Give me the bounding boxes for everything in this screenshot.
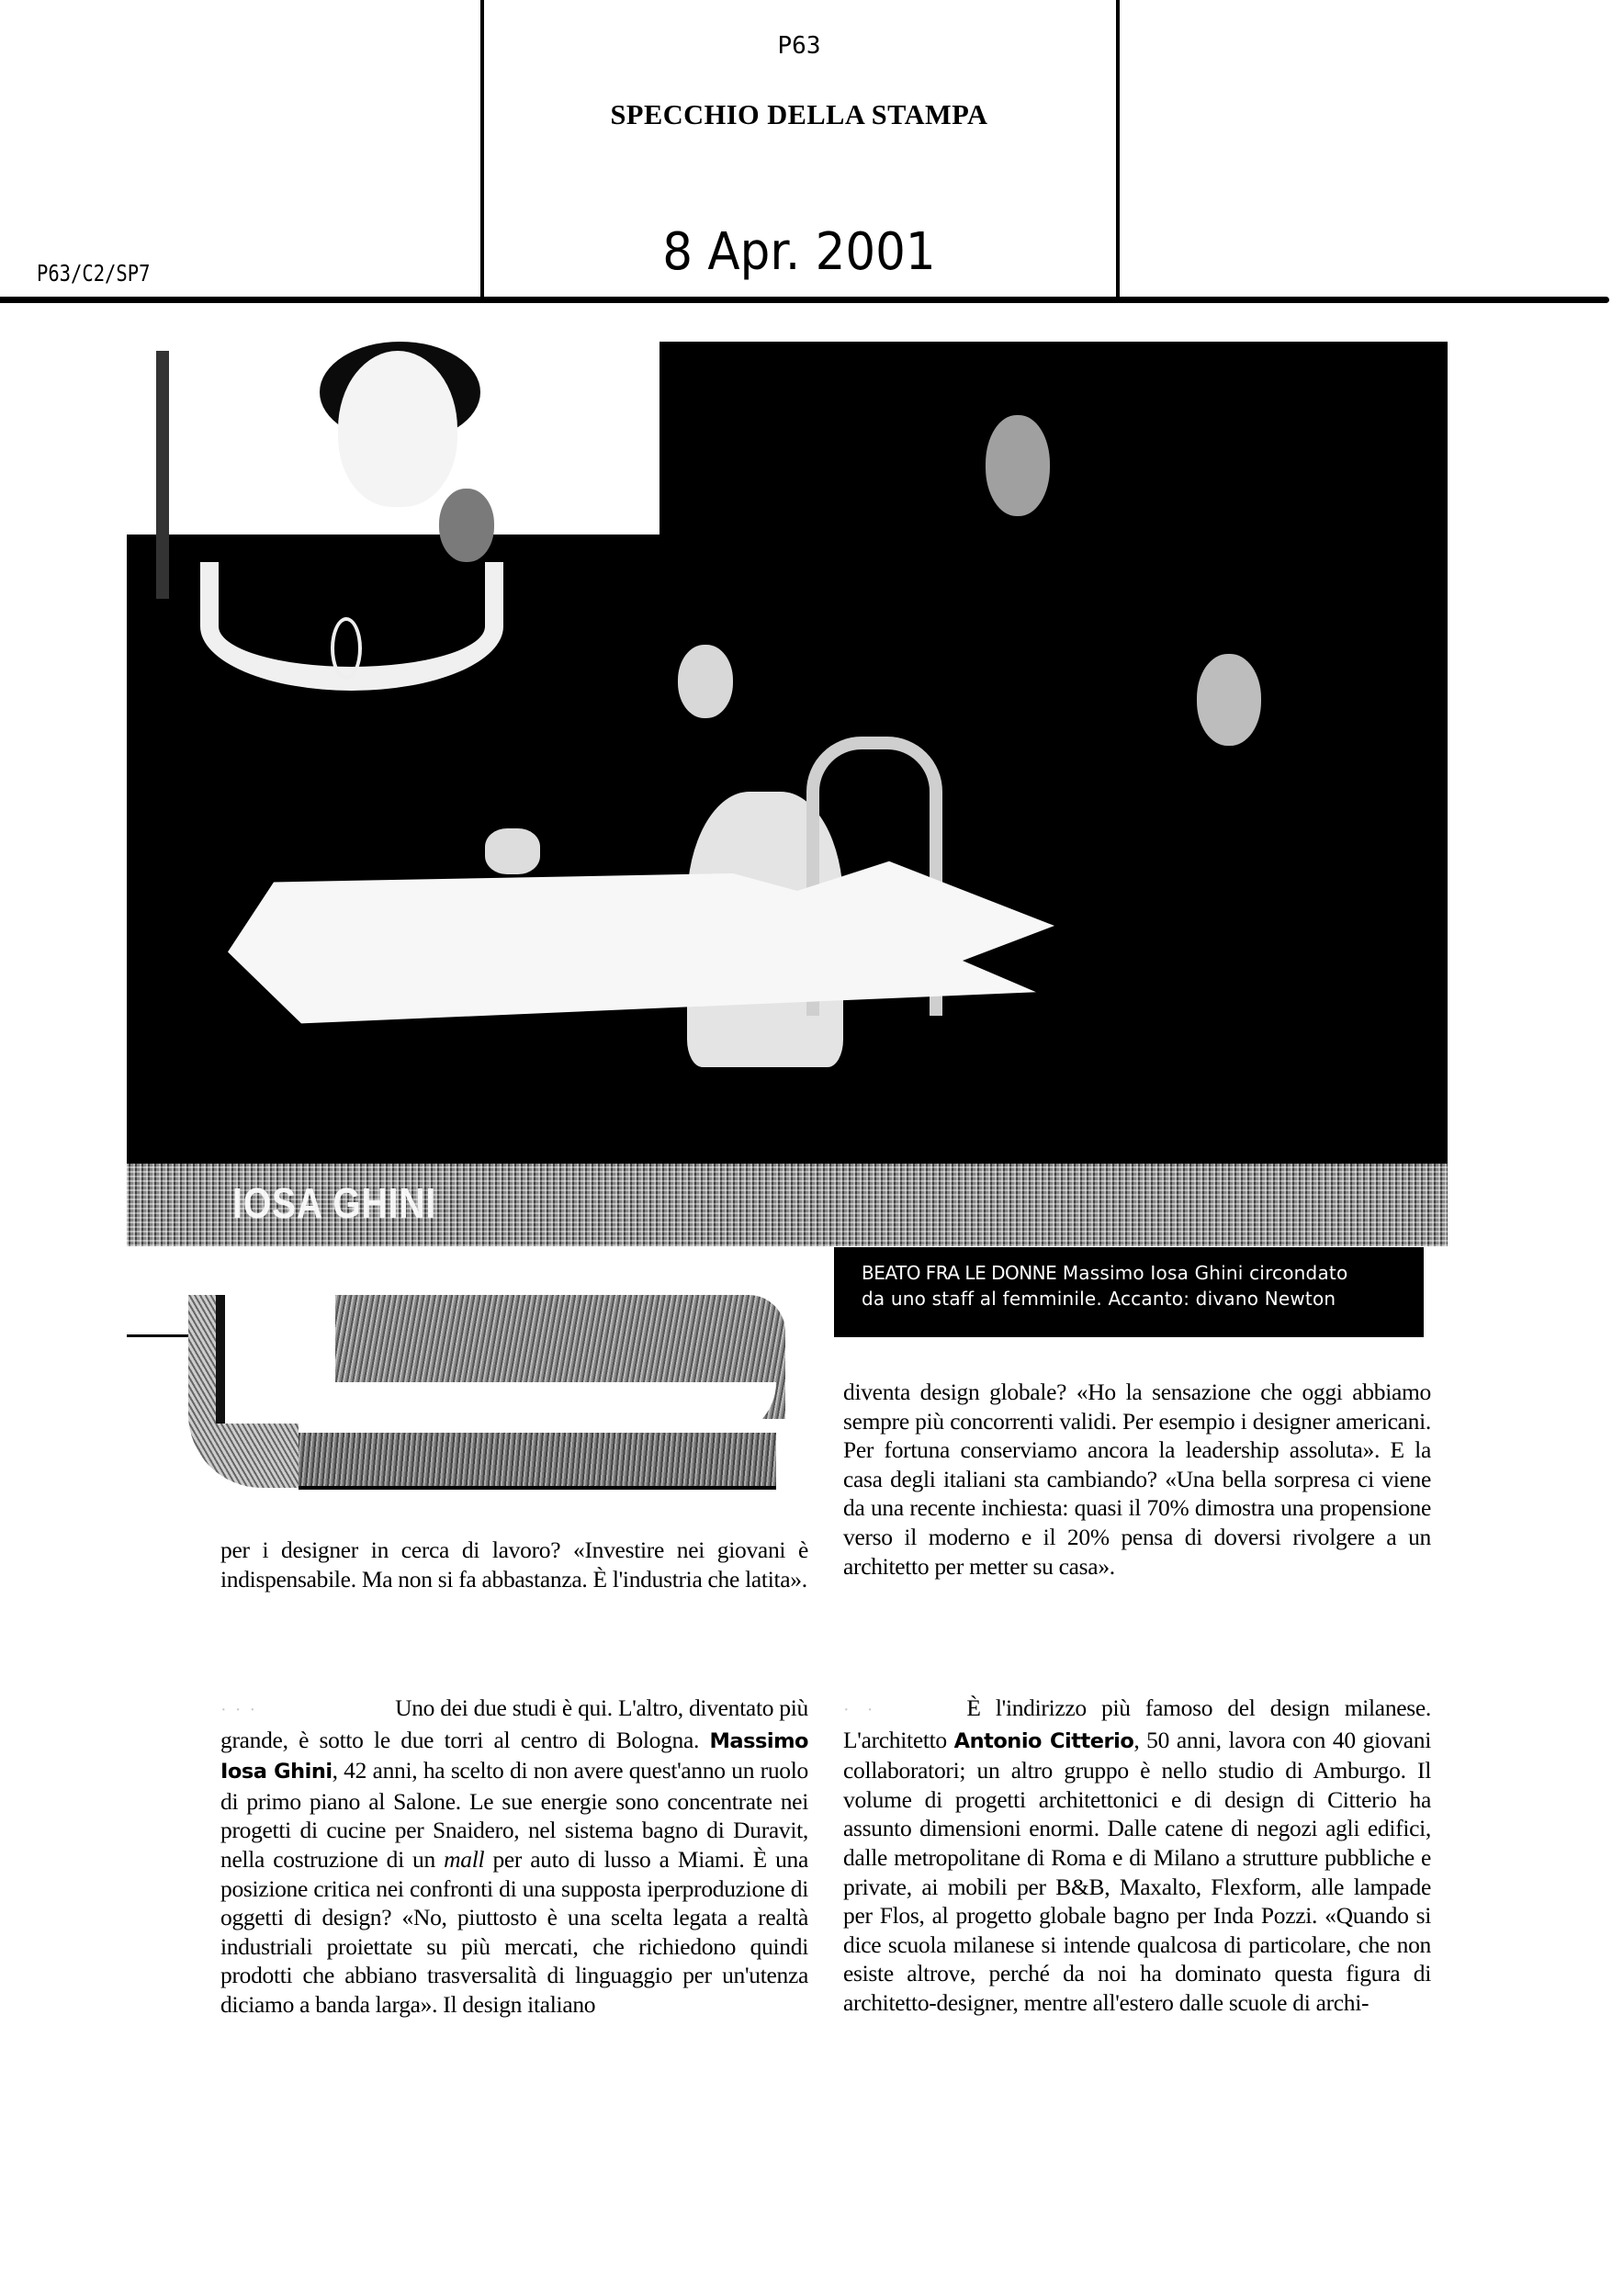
person-name-iosa-ghini: Massimo Iosa Ghini: [220, 1728, 808, 1784]
left-column-para-2: [220, 1694, 808, 2020]
clip-code: P63/C2/SP7: [37, 260, 151, 287]
right-column-para-1: [843, 1378, 1431, 1581]
right-column-para-2: [843, 1694, 1431, 2018]
left-para-2-end: per auto di lusso a Miami. È una posizione critica nei confronti di una supposta iperproduzione di oggetti di design? «No, piuttosto è una scelta legata a realtà industriali proiettate su più mercati, che richiedono quindi prodotti che abbiano trasversalità di linguaggio per un'utenza diciamo a banda larga». Il design italiano: [220, 1845, 808, 2018]
header-divider-right: [1116, 0, 1120, 301]
photo-hand: [485, 828, 540, 874]
photo-pendant: [331, 617, 362, 680]
photo-face-3: [678, 645, 733, 718]
caption-line-1: Massimo Iosa Ghini circondato: [1056, 1262, 1348, 1284]
photo-face-man: [986, 415, 1050, 516]
right-kicker: · ·: [843, 1700, 875, 1720]
person-name-citterio: Antonio Citterio: [953, 1728, 1134, 1753]
right-para-2-end: , 50 anni, lavora con 40 giovani collaboratori; un altro gruppo è nello studio di Amburgo. Il volume di progetti architettonici e di design di Citterio ha assunto dimensioni enormi. Dalle catene di negozi agli edifici, dalle metropolitane di Roma e di Milano a strutture pubbliche e private, ai mobili per B&B, Maxalto, Flexform, alle lampade per Flos, al progetto globale bagno per Inda Pozzi. «Quando si dice scuola milanese si intende qualcosa di particolare, che non esiste altrove, perché da noi ha dominato questa figura di architetto-designer, mentre all'estero dalle scuole di archi-: [843, 1726, 1431, 2016]
caption-head: BEATO FRA LE DONNE: [862, 1262, 1057, 1284]
right-para-2-start: È l'indirizzo più famoso del design milanese. L'architetto: [843, 1694, 1431, 1753]
photo-drawing-sheet: [228, 856, 1146, 1030]
photo-name-overlay: IOSA GHINI: [232, 1179, 437, 1227]
sofa-image: [188, 1295, 813, 1506]
sofa-base: [299, 1433, 776, 1490]
left-para-2-italic: mall: [444, 1845, 485, 1873]
photo-face-2: [439, 489, 494, 562]
photo-face-5: [1197, 654, 1261, 746]
photo-caption: [834, 1247, 1424, 1337]
left-para-2-mid: , 42 anni, ha scelto di non avere quest'anno un ruolo di primo piano al Salone. Le sue energie sono concentrate nei progetti di cucine per Snaidero, nel sistema bagno di Duravit, nella costruzione di un: [220, 1757, 808, 1873]
left-kicker: · · ·: [220, 1700, 258, 1720]
left-column-para-1: [220, 1536, 808, 1593]
left-para-1-text: per i designer in cerca di lavoro? «Investire nei giovani è indispensabile. Ma non si fa abbastanza. È l'industria che latita».: [220, 1536, 808, 1593]
group-photo: [127, 342, 1448, 1246]
header-rule: [0, 297, 1609, 303]
left-para-2-start: Uno dei due studi è qui. L'altro, diventato più grande, è sotto le due torri al centro di Bologna.: [220, 1694, 808, 1753]
publication-date: 8 Apr. 2001: [662, 222, 936, 282]
publication-title: SPECCHIO DELLA STAMPA: [610, 98, 988, 130]
photo-woman-face: [338, 351, 457, 507]
photo-pillar: [156, 351, 169, 599]
sofa-seat: [299, 1382, 776, 1437]
right-para-1-text: diventa design globale? «Ho la sensazione che oggi abbiamo sempre più concorrenti validi. Per esempio i designer americani. Per fortuna conserviamo ancora la leadership assoluta». E la casa degli italiani sta cambiando? «Una bella sorpresa ci viene da una recente inchiesta: quasi il 70% dimostra una propensione verso il moderno e il 20% pensa di doversi rivolgere a un architetto per metter su casa».: [843, 1379, 1431, 1580]
caption-line-2: da uno staff al femminile. Accanto: divano Newton: [862, 1288, 1336, 1310]
page-code: P63: [777, 32, 821, 60]
